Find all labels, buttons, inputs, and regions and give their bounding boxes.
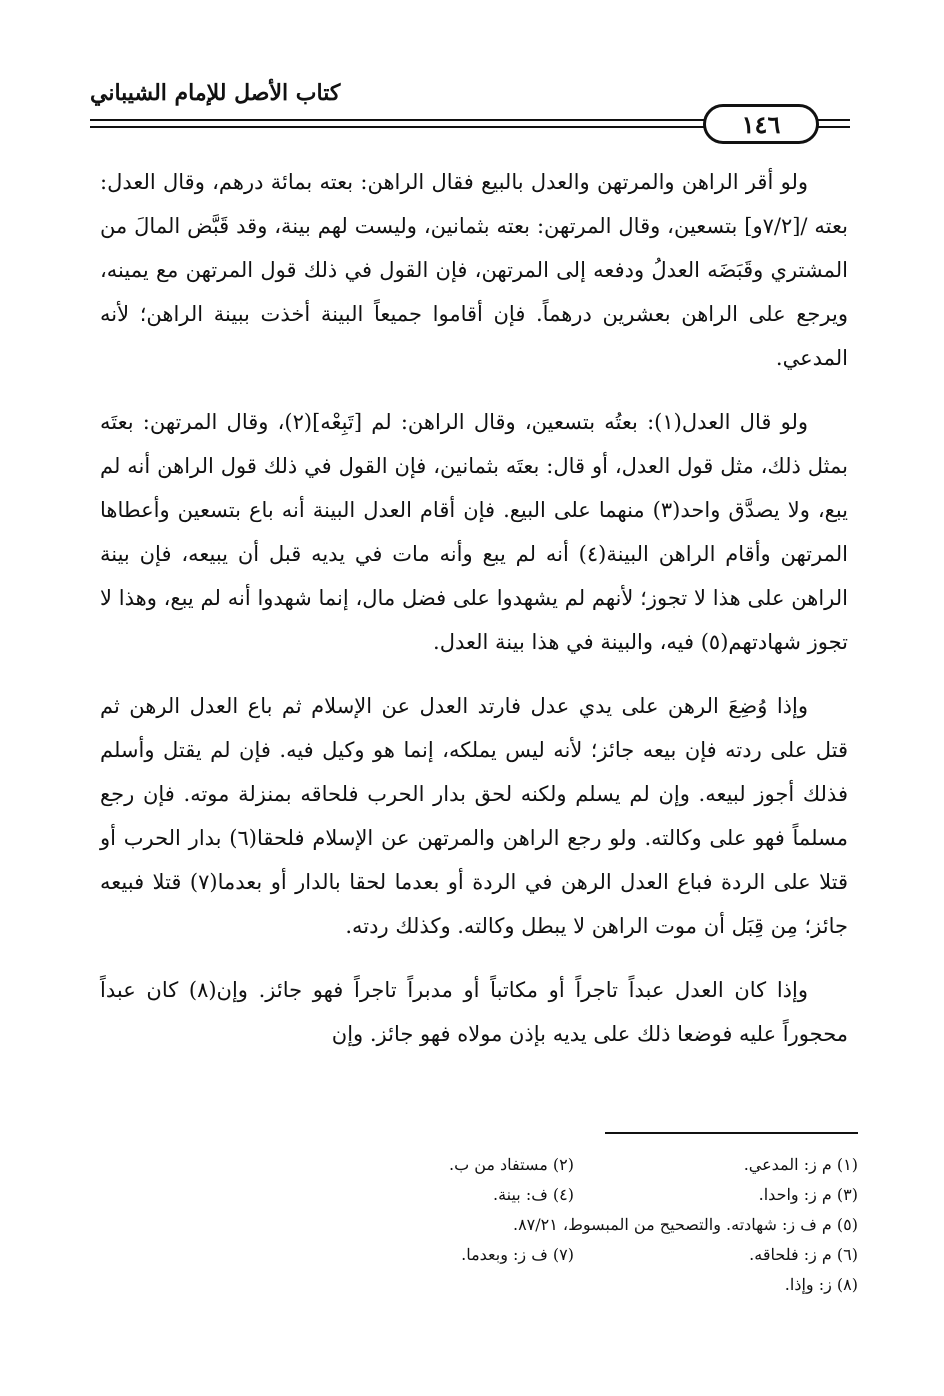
footnote-row [290, 1270, 858, 1300]
footnote: (٥) م ف ز: شهادته. والتصحيح من المبسوط، ٨٧/٢١. [512, 1215, 858, 1234]
footnote-separator [605, 1132, 858, 1134]
footnote: (٣) م ز: واحدا. [758, 1185, 858, 1204]
footnote: (٧) ف ز: وبعدما. [461, 1245, 574, 1264]
book-title: كتاب الأصل للإمام الشيباني [90, 80, 341, 106]
footnote: (٤) ف: بينة. [492, 1185, 574, 1204]
footnote-row [290, 1180, 858, 1210]
footnote-row [290, 1210, 858, 1240]
footnote-row [290, 1240, 858, 1270]
page-number: ١٤٦ [703, 104, 819, 144]
paragraph: ولو قال العدل(١): بعتُه بتسعين، وقال الراهن: لم [تَبِعْه](٢)، وقال المرتهن: بعتَه بمثل ذلك، مثل قول العدل، أو قال: بعتَه بثمانين، فإن القول في ذلك قول الراهن أنه لم يبع، ولا يصدَّق واحد(٣) منهما على البيع. فإن أقام العدل البينة أنه باع بتسعين وأعطاها المرتهن وأقام الراهن البينة(٤) أنه لم يبع وأنه مات في يديه قبل أن يبيعه، فإن بينة الراهن على هذا لا تجوز؛ لأنهم لم يشهدوا على فضل مال، إنما شهدوا أنه لم يبع، وهذا لا تجوز شهادتهم(٥) فيه، والبينة في هذا بينة العدل. [100, 410, 848, 654]
footnote: (١) م ز: المدعي. [743, 1155, 858, 1174]
footnote: (٦) م ز: فلحاقه. [749, 1245, 858, 1264]
footnotes [290, 1150, 858, 1300]
footnote: (٢) مستفاد من ب. [448, 1155, 574, 1174]
footnote: (٨) ز: وإذا. [784, 1275, 858, 1294]
paragraph: وإذا كان العدل عبداً تاجراً أو مكاتباً أو مدبراً تاجراً فهو جائز. وإن(٨) كان عبداً محجوراً عليه فوضعا ذلك على يديه بإذن مولاه فهو جائز. وإن [100, 978, 848, 1046]
paragraph: ولو أقر الراهن والمرتهن والعدل بالبيع فقال الراهن: بعته بمائة درهم، وقال العدل: بعته /[٧/٢و] بتسعين، وقال المرتهن: بعته بثمانين، وليست لهم بينة، وقد قَبَّض المالَ من المشتري وقَبَضَه العدلُ ودفعه إلى المرتهن، فإن القول في ذلك قول المرتهن مع يمينه، ويرجع على الراهن بعشرين درهماً. فإن أقاموا جميعاً البينة أخذت ببينة الراهن؛ لأنه المدعي. [100, 170, 848, 370]
paragraph: وإذا وُضِعَ الرهن على يدي عدل فارتد العدل عن الإسلام ثم باع العدل الرهن ثم قتل على ردته فإن بيعه جائز؛ لأنه ليس يملكه، إنما هو وكيل فيه. فإن لم يقتل وأسلم فذلك أجوز لبيعه. وإن لم يسلم ولكنه لحق بدار الحرب فلحاقه بمنزلة موته. فإن رجع مسلماً فهو على وكالته. ولو رجع الراهن والمرتهن عن الإسلام فلحقا(٦) بدار الحرب أو قتلا على الردة فباع العدل الرهن في الردة أو بعدما لحقا بالدار أو بعدما(٧) قتلا فبيعه جائز؛ مِن قِبَل أن موت الراهن لا يبطل وكالته. وكذلك ردته. [100, 694, 849, 938]
footnote-row [290, 1150, 858, 1180]
main-text [100, 160, 848, 1076]
